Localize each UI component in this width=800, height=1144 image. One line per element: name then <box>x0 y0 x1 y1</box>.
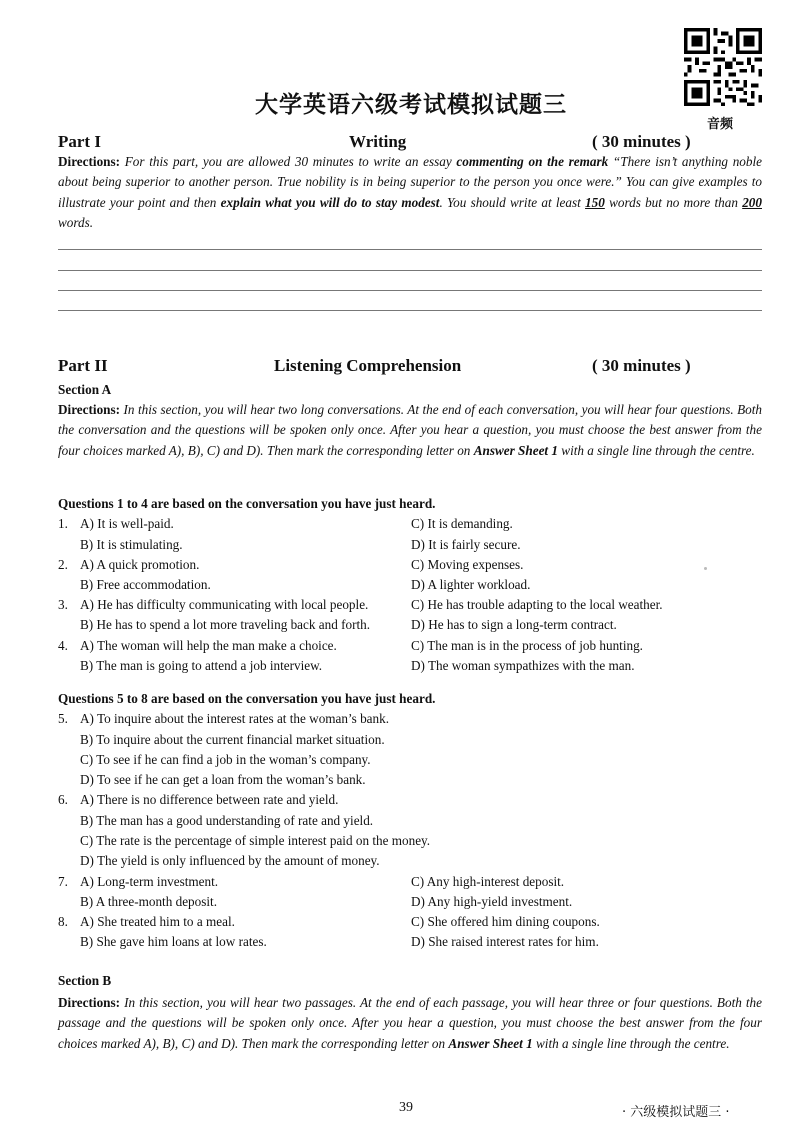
print-speck <box>704 567 707 570</box>
part1-label: Part I <box>58 132 101 151</box>
part2-name: Listening Comprehension <box>274 356 462 375</box>
qr-code <box>684 28 762 106</box>
part2-label: Part II <box>58 356 108 375</box>
group1-heading: Questions 1 to 4 are based on the conversation you have just heard. <box>58 496 436 511</box>
part1-name: Writing <box>349 132 407 151</box>
writing-line <box>58 290 762 291</box>
section-b-label: Section B <box>58 973 112 988</box>
page-title: 大学英语六级考试模拟试题三 <box>255 92 567 118</box>
audio-label: 音频 <box>707 117 734 132</box>
section-a-directions: Directions: In this section, you will hear two long conversations. At the end of each conversation, you will hear four questions. Both the conversation and the questions will be spoken only once. After you hear a question, you must choose the best answer from the four choices marked A), B), C) and D). Then mark the corresponding letter on Answer Sheet 1 with a single line through the centre. <box>58 402 763 458</box>
part2-time: ( 30 minutes ) <box>592 356 691 375</box>
writing-line <box>58 310 762 311</box>
section-a-label: Section A <box>58 382 112 397</box>
writing-line <box>58 270 762 271</box>
part1-time: ( 30 minutes ) <box>592 132 691 151</box>
group2-heading: Questions 5 to 8 are based on the conversation you have just heard. <box>58 691 436 706</box>
footer-tag: · 六级模拟试题三 · <box>622 1105 730 1120</box>
part1-directions: Directions: For this part, you are allowed 30 minutes to write an essay commenting on the remark “There isn’t anything noble about being superior to another person. True nobility is in being superior to the person you once were.” You can give examples to illustrate your point and then explain what you will do to stay modest. You should write at least 150 words but no more than 200 words. <box>58 154 763 231</box>
writing-line <box>58 249 762 250</box>
section-b-directions: Directions: In this section, you will hear two passages. At the end of each passage, you will hear three or four questions. Both the passage and the questions will be spoken only once. After you hear a question, you must choose the best answer from the four choices marked A), B), C) and D). Then mark the corresponding letter on Answer Sheet 1 with a single line through the centre. <box>58 995 762 1051</box>
page-number: 39 <box>399 1100 413 1115</box>
